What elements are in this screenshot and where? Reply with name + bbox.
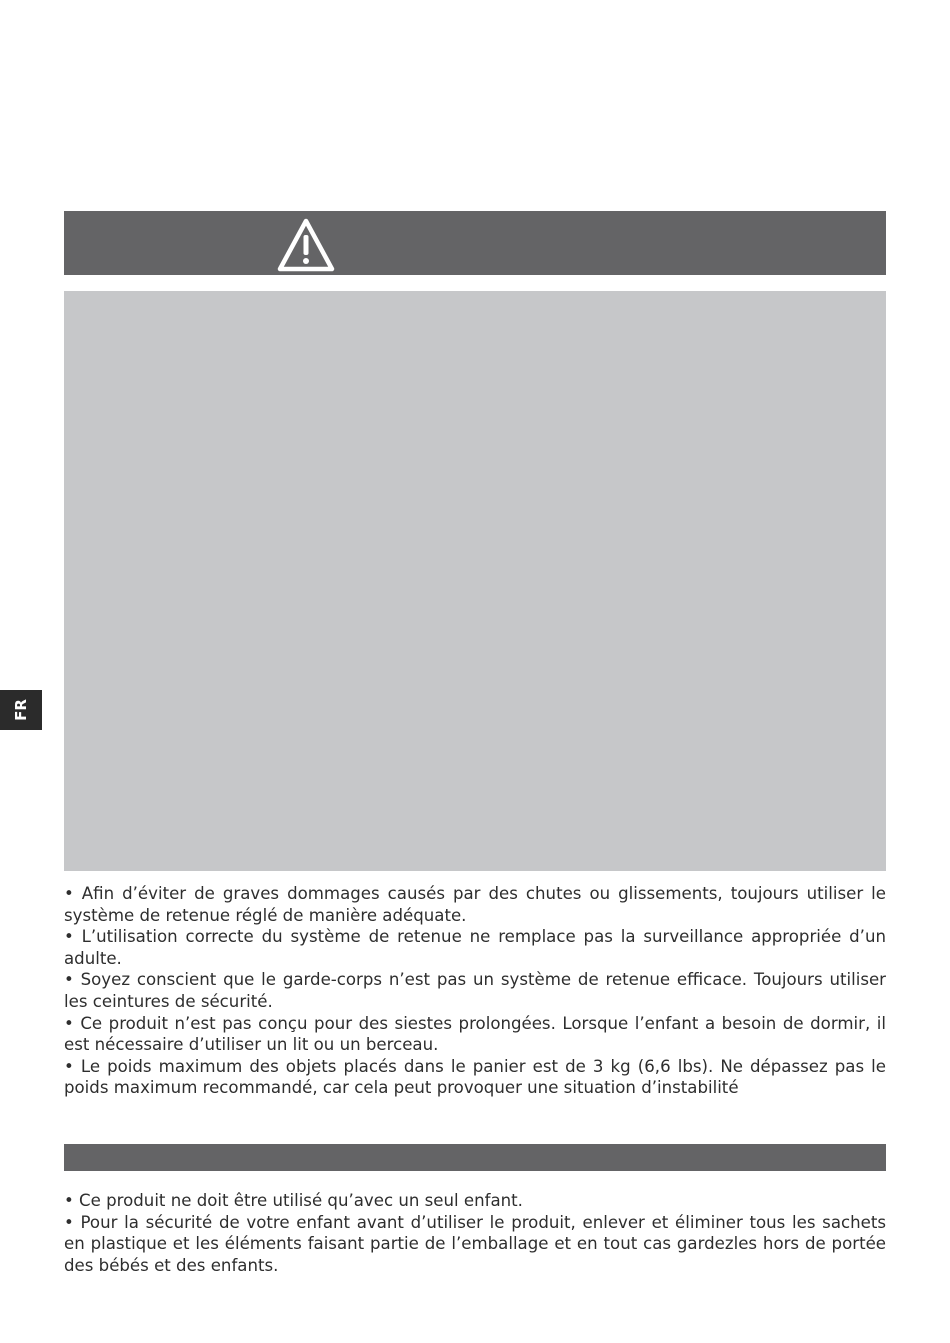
warning-list bbox=[64, 883, 886, 1101]
warning-banner bbox=[64, 211, 886, 275]
warning-triangle-icon bbox=[276, 217, 336, 273]
warning-item-harness: • Afin d’éviter de graves dommages causés par des chutes ou glissements, toujours utiliser le système de retenue réglé de manière adéquate. bbox=[64, 884, 886, 925]
warning-item-naps: • Ce produit n’est pas conçu pour des siestes prolongées. Lorsque l’enfant a besoin de dormir, il est nécessaire d’utiliser un lit ou un berceau. bbox=[64, 1013, 886, 1055]
notes-list bbox=[64, 1190, 886, 1276]
section-header-bar bbox=[64, 1144, 886, 1171]
language-tab bbox=[0, 690, 42, 730]
warning-item-supervision: • L’utilisation correcte du système de retenue ne remplace pas la surveillance appropriée d’un adulte. bbox=[64, 927, 886, 968]
image-placeholder-panel bbox=[64, 291, 886, 871]
note-item-single-child: • Ce produit ne doit être utilisé qu’avec un seul enfant. bbox=[64, 1191, 523, 1210]
note-item-packaging: • Pour la sécurité de votre enfant avant d’utiliser le produit, enlever et éliminer tous les sachets en plastique et les éléments faisant partie de l’emballage et en tout cas gardezles hors de portée des bébés et des enfants. bbox=[64, 1212, 886, 1275]
warning-item-guard-rail: • Soyez conscient que le garde-corps n’est pas un système de retenue efficace. Toujours utiliser les ceintures de sécurité. bbox=[64, 970, 886, 1011]
warning-item-basket-weight: • Le poids maximum des objets placés dans le panier est de 3 kg (6,6 lbs). Ne dépassez pas le poids maximum recommandé, car cela peut provoquer une situation d’instabilité bbox=[64, 1056, 886, 1098]
language-label: FR bbox=[12, 699, 30, 721]
